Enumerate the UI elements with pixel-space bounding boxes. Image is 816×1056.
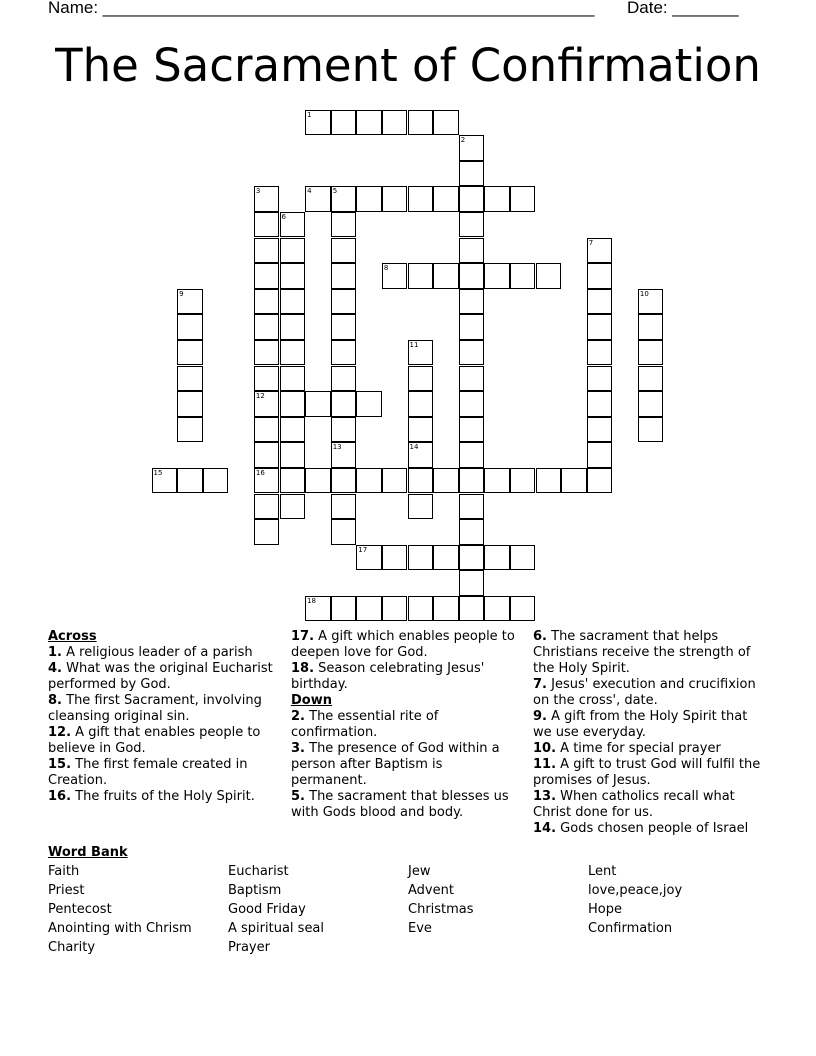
word-bank-item: Faith <box>48 864 80 879</box>
word-bank-item: Good Friday <box>228 902 306 917</box>
crossword-cell[interactable] <box>254 391 280 417</box>
clue-item <box>48 725 278 757</box>
crossword-cell[interactable] <box>152 468 178 494</box>
clue-item <box>48 757 278 789</box>
clue-text: The fruits of the Holy Spirit. <box>75 789 255 804</box>
clue-text: A time for special prayer <box>560 741 721 756</box>
crossword-cell[interactable] <box>382 468 408 494</box>
crossword-cell[interactable] <box>305 110 331 136</box>
clues-column-1 <box>48 629 278 805</box>
crossword-cell[interactable] <box>254 340 280 366</box>
crossword-cell[interactable] <box>177 340 203 366</box>
crossword-cell[interactable] <box>459 314 485 340</box>
clue-number: 15 <box>153 468 163 477</box>
crossword-cell[interactable] <box>331 596 357 622</box>
crossword-cell[interactable] <box>536 263 562 289</box>
clue-text: Season celebrating Jesus' birthday. <box>291 661 485 692</box>
crossword-cell[interactable] <box>254 468 280 494</box>
clue-section-heading: Down <box>291 693 332 708</box>
name-field-line[interactable]: Name: ____________________________________________________ <box>48 0 595 17</box>
crossword-cell[interactable] <box>280 263 306 289</box>
crossword-cell[interactable] <box>459 366 485 392</box>
word-bank-item: Hope <box>588 902 622 917</box>
clue-text: What was the original Eucharist performed by God. <box>48 661 273 692</box>
word-bank-item: Christmas <box>408 902 474 917</box>
clue-text: The essential rite of confirmation. <box>291 709 439 740</box>
crossword-cell[interactable] <box>331 186 357 212</box>
crossword-cell[interactable] <box>382 596 408 622</box>
clue-item <box>291 709 516 741</box>
crossword-cell[interactable] <box>638 314 664 340</box>
clue-number: 6 <box>281 212 286 221</box>
clue-item <box>48 693 278 725</box>
crossword-cell[interactable] <box>254 417 280 443</box>
crossword-cell[interactable] <box>638 366 664 392</box>
crossword-cell[interactable] <box>459 289 485 315</box>
crossword-cell[interactable] <box>459 596 485 622</box>
clue-number: 9 <box>179 289 184 298</box>
clue-item <box>48 789 278 805</box>
word-bank-item: Jew <box>408 864 431 879</box>
clue-item <box>48 661 278 693</box>
crossword-cell[interactable] <box>510 596 536 622</box>
crossword-cell[interactable] <box>331 314 357 340</box>
clue-num: 1. <box>48 645 62 660</box>
clue-item <box>533 789 765 821</box>
crossword-cell[interactable] <box>280 238 306 264</box>
crossword-cell[interactable] <box>459 161 485 187</box>
clue-number: 8 <box>383 264 389 273</box>
clue-num: 7. <box>533 677 547 692</box>
crossword-cell[interactable] <box>587 340 613 366</box>
crossword-cell[interactable] <box>587 314 613 340</box>
crossword-cell[interactable] <box>382 110 408 136</box>
crossword-cell[interactable] <box>587 417 613 443</box>
clue-number: 1 <box>307 110 312 119</box>
clue-text: The sacrament that helps Christians receive the strength of the Holy Spirit. <box>533 629 751 676</box>
crossword-cell[interactable] <box>459 494 485 520</box>
clue-num: 14. <box>533 821 557 836</box>
clue-number: 5 <box>332 187 338 196</box>
crossword-cell[interactable] <box>331 340 357 366</box>
clue-num: 16. <box>48 789 72 804</box>
crossword-cell[interactable] <box>254 263 280 289</box>
word-bank-item: Anointing with Chrism <box>48 921 192 936</box>
clue-item <box>533 629 765 677</box>
clue-text: When catholics recall what Christ done for us. <box>533 789 735 820</box>
clue-number: 16 <box>255 468 265 477</box>
clue-num: 5. <box>291 789 305 804</box>
word-bank-item: Priest <box>48 883 85 898</box>
crossword-cell[interactable] <box>280 314 306 340</box>
crossword-cell[interactable] <box>356 545 382 571</box>
crossword-cell[interactable] <box>331 417 357 443</box>
clue-num: 11. <box>533 757 557 772</box>
word-bank-item: A spiritual seal <box>228 921 325 936</box>
page-title: The Sacrament of Confirmation <box>55 39 761 92</box>
crossword-cell[interactable] <box>408 494 434 520</box>
clue-item <box>533 677 765 709</box>
clue-text: The first Sacrament, involving cleansing original sin. <box>48 693 262 724</box>
crossword-cell[interactable] <box>459 442 485 468</box>
clue-number: 11 <box>409 340 419 349</box>
crossword-cell[interactable] <box>177 417 203 443</box>
crossword-cell[interactable] <box>177 289 203 315</box>
clue-text: A gift which enables people to deepen love for God. <box>291 629 515 660</box>
crossword-cell[interactable] <box>254 494 280 520</box>
crossword-cell[interactable] <box>331 442 357 468</box>
clue-text: The sacrament that blesses us with Gods blood and body. <box>291 789 509 820</box>
clue-text: A gift to trust God will fulfil the promises of Jesus. <box>533 757 761 788</box>
clue-num: 2. <box>291 709 305 724</box>
clue-number: 17 <box>358 545 368 554</box>
crossword-cell[interactable] <box>587 391 613 417</box>
crossword-cell[interactable] <box>510 186 536 212</box>
crossword-cell[interactable] <box>331 391 357 417</box>
clue-number: 12 <box>255 392 265 401</box>
crossword-cell[interactable] <box>203 468 229 494</box>
crossword-cell[interactable] <box>280 442 306 468</box>
crossword-cell[interactable] <box>536 468 562 494</box>
crossword-cell[interactable] <box>484 263 510 289</box>
crossword-cell[interactable] <box>254 442 280 468</box>
clue-section-heading: Across <box>48 629 97 644</box>
clue-item <box>533 757 765 789</box>
crossword-cell[interactable] <box>280 212 306 238</box>
crossword-cell[interactable] <box>459 545 485 571</box>
clue-item <box>533 741 765 757</box>
crossword-cell[interactable] <box>510 468 536 494</box>
crossword-cell[interactable] <box>331 468 357 494</box>
crossword-cell[interactable] <box>408 545 434 571</box>
crossword-cell[interactable] <box>305 596 331 622</box>
crossword-cell[interactable] <box>484 468 510 494</box>
crossword-cell[interactable] <box>177 366 203 392</box>
clue-num: 10. <box>533 741 557 756</box>
clue-number: 7 <box>588 238 594 247</box>
word-bank-item: Eucharist <box>228 864 289 879</box>
crossword-cell[interactable] <box>280 289 306 315</box>
crossword-cell[interactable] <box>587 238 613 264</box>
crossword-cell[interactable] <box>638 289 664 315</box>
crossword-cell[interactable] <box>331 519 357 545</box>
word-bank-item: Confirmation <box>588 921 673 936</box>
crossword-cell[interactable] <box>254 238 280 264</box>
clue-number: 3 <box>255 187 261 196</box>
crossword-cell[interactable] <box>177 468 203 494</box>
word-bank-item: Eve <box>408 921 432 936</box>
crossword-cell[interactable] <box>356 186 382 212</box>
crossword-cell[interactable] <box>408 417 434 443</box>
clue-num: 17. <box>291 629 315 644</box>
crossword-cell[interactable] <box>587 468 613 494</box>
clue-item <box>291 661 516 693</box>
crossword-cell[interactable] <box>433 263 459 289</box>
crossword-cell[interactable] <box>177 314 203 340</box>
crossword-cell[interactable] <box>459 417 485 443</box>
crossword-cell[interactable] <box>459 570 485 596</box>
clue-item <box>291 629 516 661</box>
crossword-cell[interactable] <box>510 263 536 289</box>
word-bank-item: Pentecost <box>48 902 112 917</box>
crossword-cell[interactable] <box>280 391 306 417</box>
crossword-cell[interactable] <box>484 186 510 212</box>
clue-num: 3. <box>291 741 305 756</box>
crossword-cell[interactable] <box>587 366 613 392</box>
crossword-cell[interactable] <box>254 519 280 545</box>
word-bank-item: Baptism <box>228 883 282 898</box>
crossword-cell[interactable] <box>459 340 485 366</box>
clue-text: A gift that enables people to believe in God. <box>48 725 261 756</box>
clue-text: The presence of God within a person after Baptism is permanent. <box>291 741 500 788</box>
clue-num: 13. <box>533 789 557 804</box>
crossword-cell[interactable] <box>254 314 280 340</box>
crossword-cell[interactable] <box>638 417 664 443</box>
crossword-cell[interactable] <box>331 289 357 315</box>
crossword-cell[interactable] <box>433 545 459 571</box>
crossword-cell[interactable] <box>484 596 510 622</box>
crossword-cell[interactable] <box>382 186 408 212</box>
crossword-cell[interactable] <box>177 391 203 417</box>
word-bank-item: Lent <box>588 864 617 879</box>
crossword-cell[interactable] <box>254 186 280 212</box>
crossword-cell[interactable] <box>587 289 613 315</box>
crossword-cell[interactable] <box>280 340 306 366</box>
crossword-cell[interactable] <box>408 366 434 392</box>
crossword-cell[interactable] <box>331 366 357 392</box>
crossword-cell[interactable] <box>408 340 434 366</box>
word-bank-item: Prayer <box>228 940 270 955</box>
clue-text: A gift from the Holy Spirit that we use everyday. <box>533 709 748 740</box>
crossword-cell[interactable] <box>638 340 664 366</box>
crossword-cell[interactable] <box>254 289 280 315</box>
crossword-cell[interactable] <box>382 263 408 289</box>
crossword-cell[interactable] <box>459 212 485 238</box>
clue-num: 12. <box>48 725 72 740</box>
clues-column-3 <box>533 629 765 837</box>
clue-num: 6. <box>533 629 547 644</box>
clue-num: 15. <box>48 757 72 772</box>
crossword-cell[interactable] <box>254 366 280 392</box>
crossword-cell[interactable] <box>305 391 331 417</box>
crossword-cell[interactable] <box>280 417 306 443</box>
clue-number: 14 <box>409 443 419 452</box>
clue-number: 4 <box>307 187 312 196</box>
clue-text: The first female created in Creation. <box>48 757 248 788</box>
word-bank-heading: Word Bank <box>48 845 128 860</box>
crossword-cell[interactable] <box>484 545 510 571</box>
crossword-cell[interactable] <box>433 186 459 212</box>
clue-num: 18. <box>291 661 315 676</box>
clue-number: 13 <box>332 443 342 452</box>
crossword-cell[interactable] <box>305 186 331 212</box>
crossword-cell[interactable] <box>408 442 434 468</box>
crossword-cell[interactable] <box>408 186 434 212</box>
date-field-line[interactable]: Date: _______ <box>627 0 739 17</box>
crossword-cell[interactable] <box>356 391 382 417</box>
clue-item <box>291 741 516 789</box>
clue-item <box>533 821 765 837</box>
crossword-cell[interactable] <box>459 263 485 289</box>
crossword-cell[interactable] <box>331 110 357 136</box>
clue-item <box>48 645 278 661</box>
clue-num: 9. <box>533 709 547 724</box>
word-bank-item: Charity <box>48 940 96 955</box>
clue-num: 8. <box>48 693 62 708</box>
crossword-cell[interactable] <box>408 596 434 622</box>
crossword-cell[interactable] <box>305 468 331 494</box>
crossword-cell[interactable] <box>510 545 536 571</box>
clue-number: 2 <box>460 136 466 145</box>
crossword-cell[interactable] <box>459 391 485 417</box>
crossword-cell[interactable] <box>638 391 664 417</box>
crossword-cell[interactable] <box>587 442 613 468</box>
clue-num: 4. <box>48 661 62 676</box>
crossword-cell[interactable] <box>408 468 434 494</box>
crossword-cell[interactable] <box>331 263 357 289</box>
crossword-cell[interactable] <box>561 468 587 494</box>
clue-text: Gods chosen people of Israel <box>560 821 749 836</box>
clue-text: A religious leader of a parish <box>66 645 253 660</box>
crossword-cell[interactable] <box>433 110 459 136</box>
crossword-cell[interactable] <box>254 212 280 238</box>
clue-number: 10 <box>639 289 649 298</box>
clues-column-2 <box>291 629 516 821</box>
crossword-cell[interactable] <box>408 110 434 136</box>
clue-item <box>533 709 765 741</box>
clue-number: 18 <box>307 596 317 605</box>
crossword-cell[interactable] <box>382 545 408 571</box>
word-bank-item: love,peace,joy <box>588 883 683 898</box>
crossword-cell[interactable] <box>356 596 382 622</box>
crossword-cell[interactable] <box>280 494 306 520</box>
word-bank-item: Advent <box>408 883 454 898</box>
crossword-cell[interactable] <box>280 468 306 494</box>
clue-text: Jesus' execution and crucifixion on the cross', date. <box>533 677 756 708</box>
crossword-cell[interactable] <box>331 494 357 520</box>
crossword-cell[interactable] <box>331 238 357 264</box>
crossword-cell[interactable] <box>408 391 434 417</box>
crossword-cell[interactable] <box>280 366 306 392</box>
crossword-cell[interactable] <box>433 468 459 494</box>
clue-item <box>291 789 516 821</box>
crossword-cell[interactable] <box>433 596 459 622</box>
crossword-cell[interactable] <box>587 263 613 289</box>
crossword-cell[interactable] <box>408 263 434 289</box>
crossword-cell[interactable] <box>356 468 382 494</box>
crossword-cell[interactable] <box>459 519 485 545</box>
crossword-cell[interactable] <box>459 186 485 212</box>
crossword-cell[interactable] <box>459 468 485 494</box>
crossword-cell[interactable] <box>459 135 485 161</box>
crossword-cell[interactable] <box>331 212 357 238</box>
crossword-cell[interactable] <box>356 110 382 136</box>
crossword-cell[interactable] <box>459 238 485 264</box>
